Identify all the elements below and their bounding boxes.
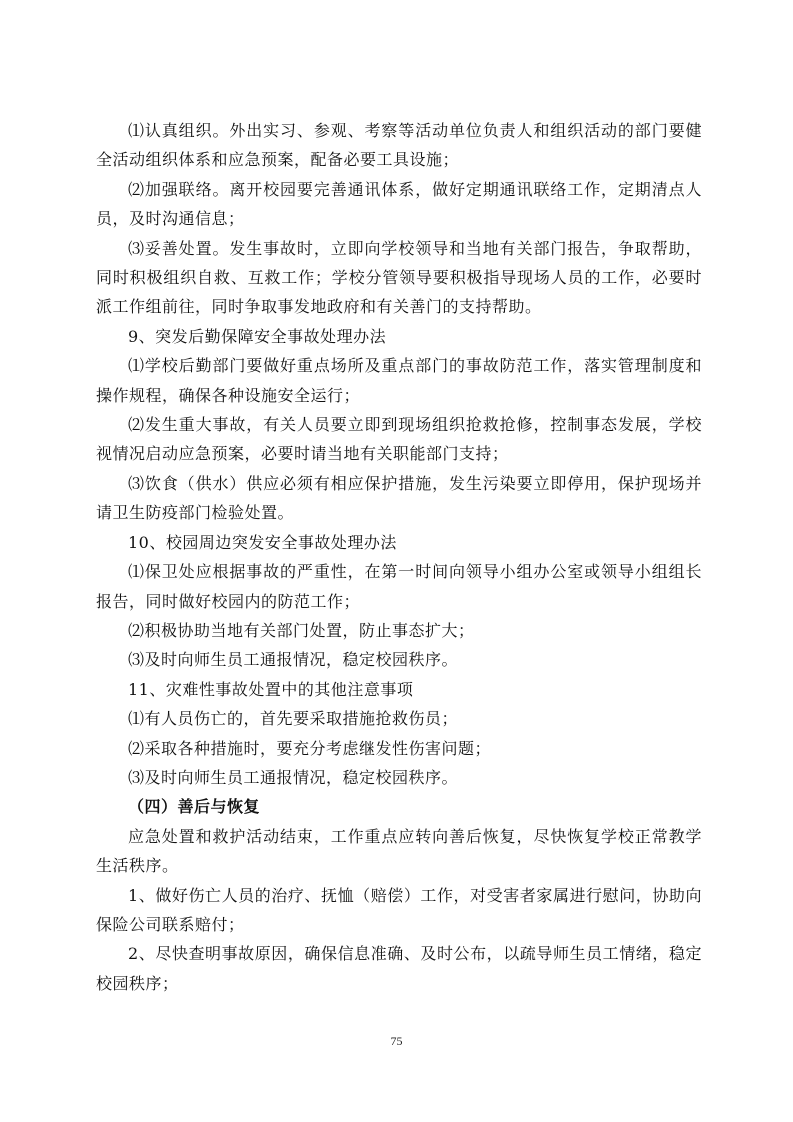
paragraph-organize-carefully: ⑴认真组织。外出实习、参观、考察等活动单位负责人和组织活动的部门要健全活动组织体系和应急预案，配备必要工具设施；: [96, 121, 702, 170]
paragraph-casualty-care: 1、做好伤亡人员的治疗、抚恤（赔偿）工作，对受害者家属进行慰问，协助向保险公司联系赔付；: [96, 885, 702, 934]
paragraph-secondary-harm: ⑵采取各种措施时，要充分考虑继发性伤害问题；: [128, 738, 492, 758]
paragraph-find-cause: 2、尽快查明事故原因，确保信息准确、及时公布，以疏导师生员工情绪，稳定校园秩序；: [96, 944, 702, 993]
section-title-disaster-notes: 11、灾难性事故处置中的其他注意事项: [128, 679, 414, 699]
paragraph-rescue-wounded: ⑴有人员伤亡的，首先要采取措施抢救伤员；: [128, 709, 459, 729]
paragraph-major-accident: ⑵发生重大事故，有关人员要立即到现场组织抢救抢修，控制事态发展，学校视情况启动应急预案，必要时请当地有关职能部门支持；: [96, 415, 702, 464]
section-title-campus-surroundings: 10、校园周边突发安全事故处理办法: [128, 532, 397, 552]
paragraph-recovery-intro: 应急处置和救护活动结束，工作重点应转向善后恢复，尽快恢复学校正常教学生活秩序。: [96, 826, 702, 876]
page-body: [96, 116, 702, 998]
paragraph-notify-staff-1: ⑶及时向师生员工通报情况，稳定校园秩序。: [128, 650, 459, 670]
paragraph-proper-handling: ⑶妥善处置。发生事故时，立即向学校领导和当地有关部门报告，争取帮助，同时积极组织自救、互救工作；学校分管领导要积极指导现场人员的工作，必要时派工作组前往，同时争取事发地政府和有关善门的支持帮助。: [96, 238, 702, 317]
paragraph-strengthen-contact: ⑵加强联络。离开校园要完善通讯体系，做好定期通讯联络工作，定期清点人员，及时沟通信息；: [96, 179, 702, 229]
paragraph-notify-staff-2: ⑶及时向师生员工通报情况，稳定校园秩序。: [128, 767, 459, 787]
paragraph-logistics-prevention: ⑴学校后勤部门要做好重点场所及重点部门的事故防范工作，落实管理制度和操作规程，确保各种设施安全运行；: [96, 356, 702, 405]
paragraph-food-water-supply: ⑶饮食（供水）供应必须有相应保护措施，发生污染要立即停用，保护现场并请卫生防疫部门检验处置。: [96, 473, 702, 523]
paragraph-security-report: ⑴保卫处应根据事故的严重性，在第一时间向领导小组办公室或领导小组组长报告，同时做好校园内的防范工作；: [96, 562, 702, 611]
section-title-logistics-accident: 9、突发后勤保障安全事故处理办法: [128, 326, 387, 346]
paragraph-assist-authorities: ⑵积极协助当地有关部门处置，防止事态扩大；: [128, 620, 475, 640]
section-heading-aftermath-recovery: （四）善后与恢复: [128, 797, 261, 817]
page-number: 75: [390, 1034, 403, 1048]
